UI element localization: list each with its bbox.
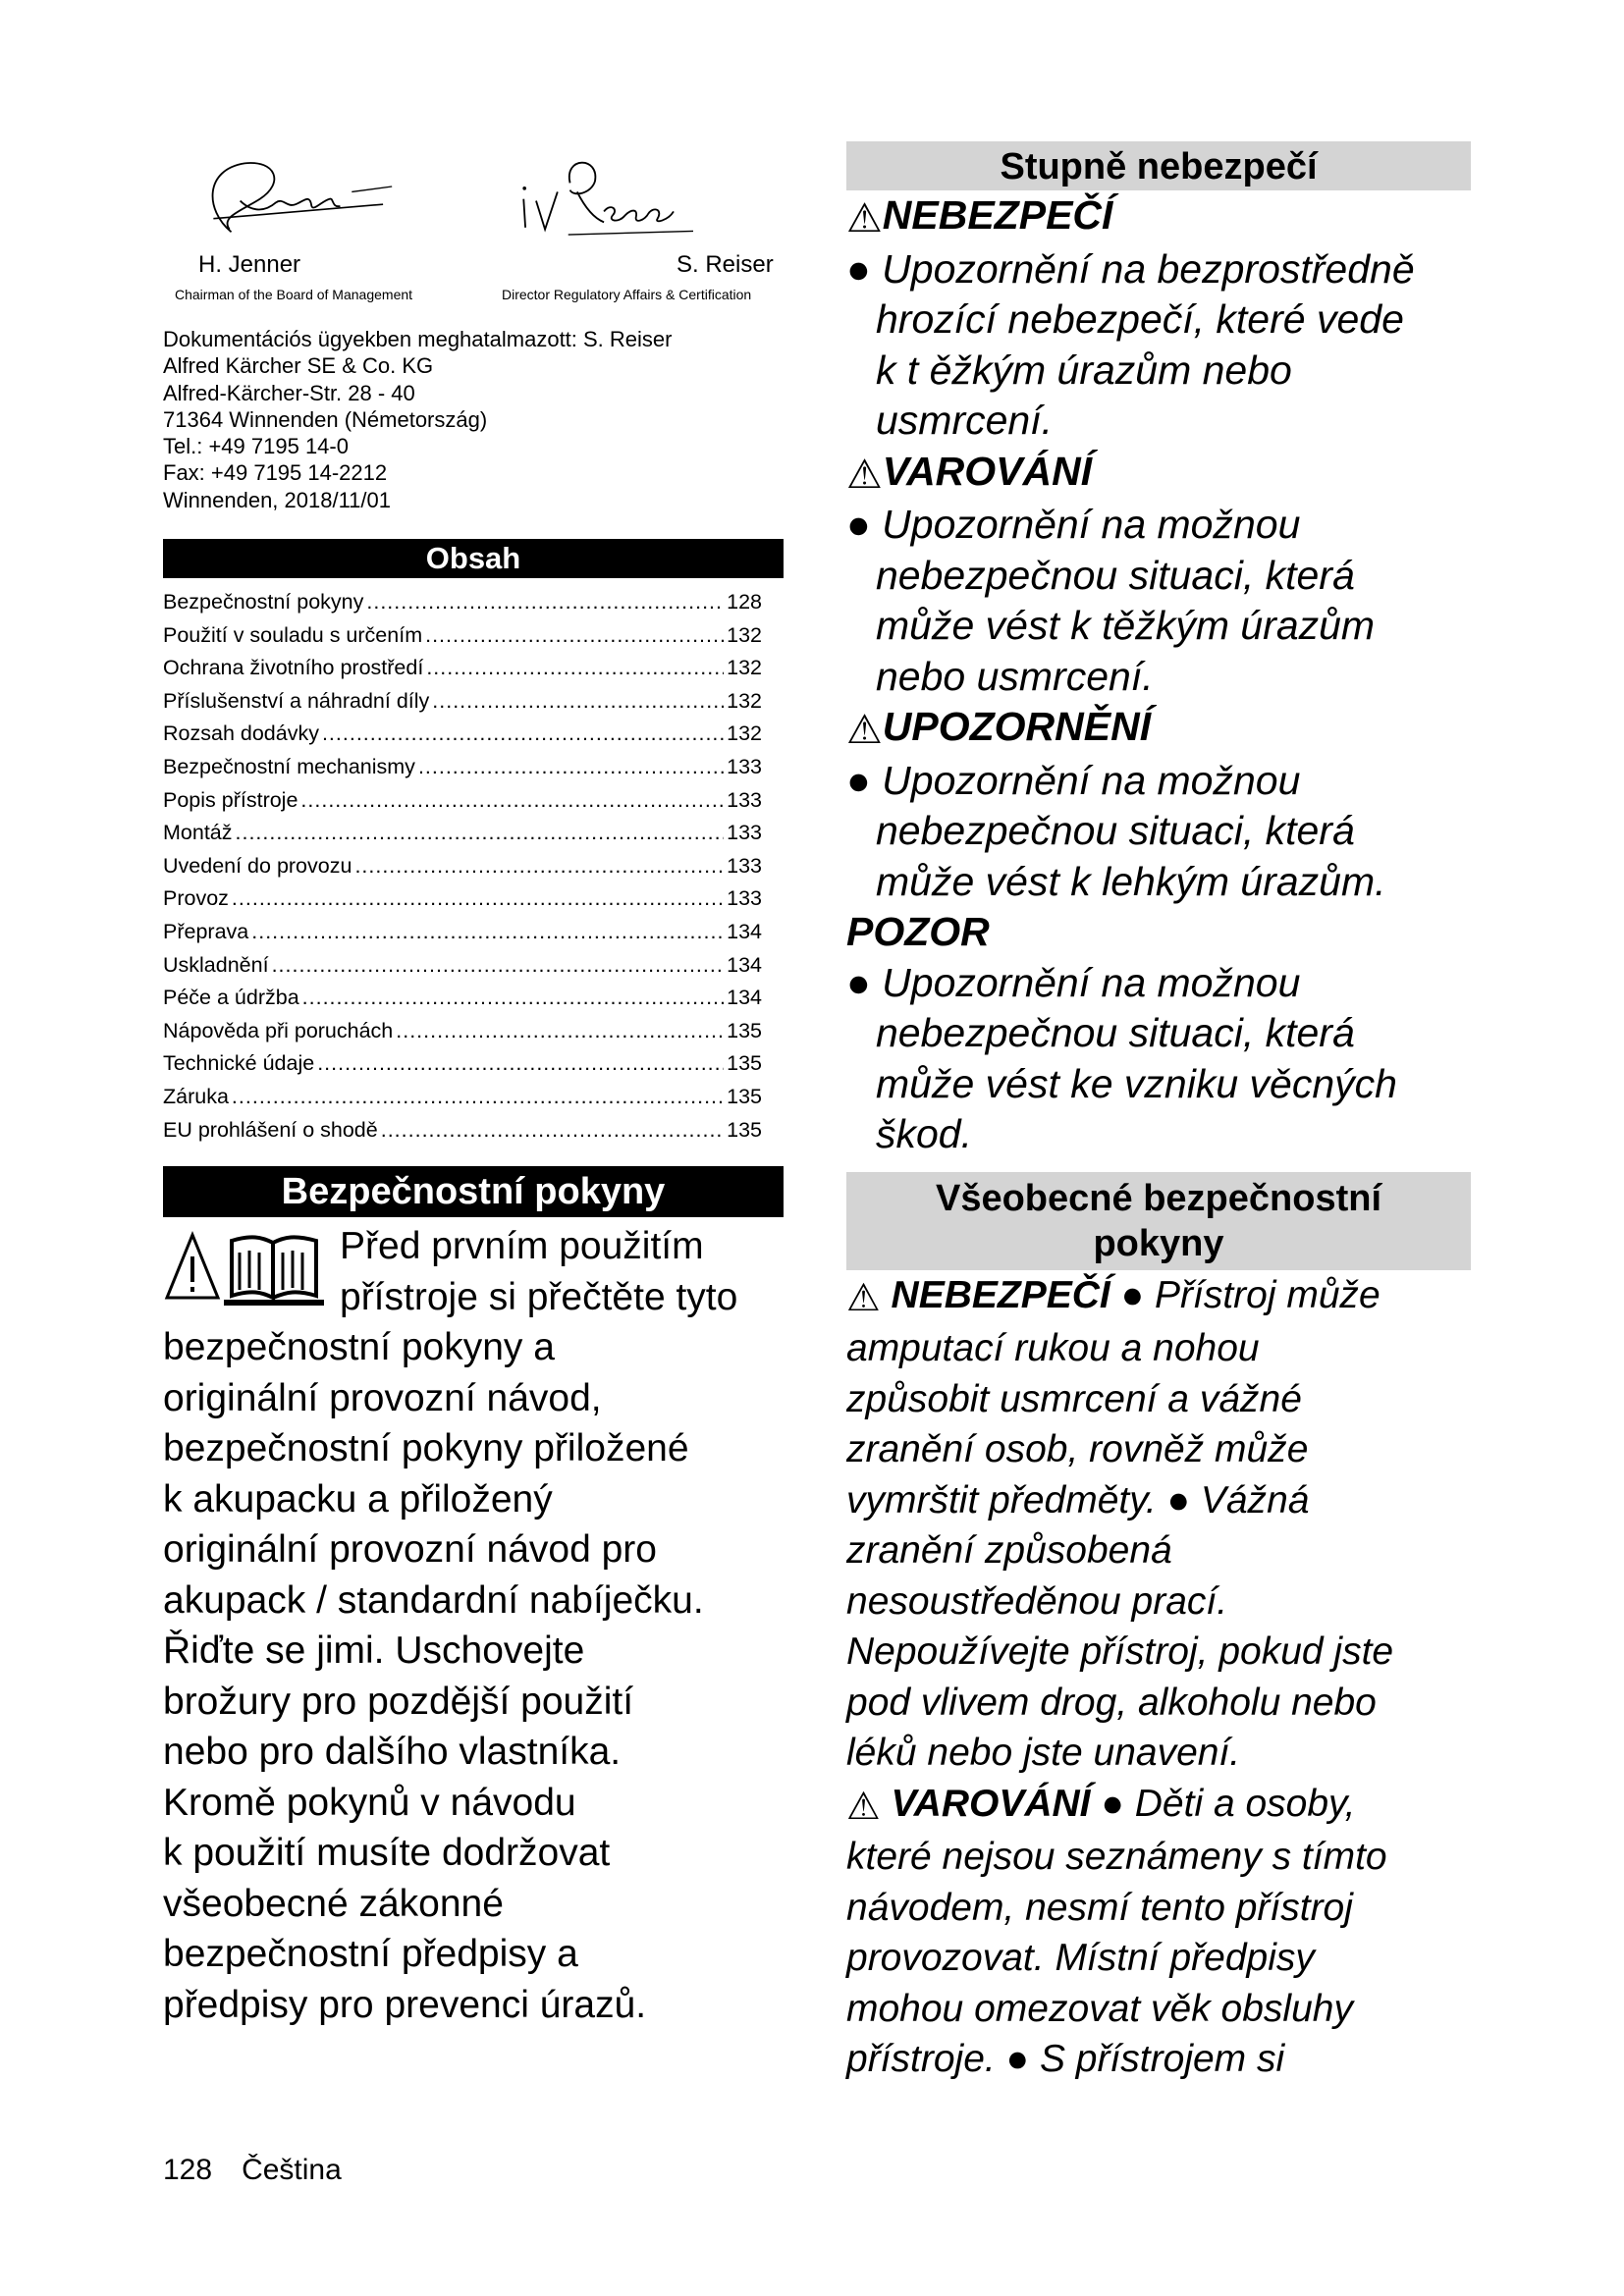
text-line: vymrštit předměty. ● Vážná	[846, 1478, 1310, 1522]
manual-book-icon	[224, 1238, 324, 1307]
text-line: k použití musíte dodržovat	[163, 1832, 611, 1875]
text-line: může vést k lehkým úrazům.	[876, 858, 1386, 904]
general-safety-heading	[846, 1172, 1471, 1270]
warning-label: ⚠VAROVÁNÍ	[846, 447, 1471, 501]
address-line: Alfred-Kärcher-Str. 28 - 40	[163, 380, 415, 405]
toc-leader	[426, 656, 724, 680]
text-line: nebo usmrcení.	[876, 653, 1154, 699]
toc-entry[interactable]	[163, 1118, 762, 1151]
toc-leader	[300, 788, 724, 813]
right-column	[846, 141, 1471, 2085]
signature-reiser	[502, 147, 786, 302]
toc-leader	[354, 854, 724, 879]
toc-entry[interactable]	[163, 755, 762, 788]
text-line: škod.	[876, 1111, 972, 1156]
page-footer	[163, 2154, 342, 2187]
text-line: zranění způsobená	[846, 1529, 1172, 1572]
text-line: může vést ke vzniku věcných	[876, 1060, 1397, 1106]
toc-page: 135	[727, 1018, 762, 1042]
toc-page: 132	[727, 656, 762, 680]
toc-leader	[272, 953, 725, 978]
address-line: 71364 Winnenden (Németország)	[163, 406, 488, 432]
text-line: ⚠ VAROVÁNÍ ● Děti a osoby,	[846, 1779, 1471, 1833]
toc-label: Provoz	[163, 886, 229, 911]
text-line: originální provozní návod pro	[163, 1528, 657, 1572]
text-line: ● Upozornění na bezprostředně	[846, 245, 1415, 292]
signature-name: S. Reiser	[677, 251, 774, 278]
address-block	[163, 326, 785, 513]
text-line: amputací rukou a nohou	[846, 1327, 1260, 1369]
text-line: bezpečnostní předpisy a	[163, 1933, 578, 1976]
toc-leader	[381, 1118, 724, 1143]
text-line: může vést k těžkým úrazům	[876, 603, 1376, 648]
toc-leader	[236, 821, 725, 845]
toc-entry[interactable]	[163, 623, 762, 657]
warning-triangle-icon: ⚠	[846, 707, 883, 752]
toc-page: 135	[727, 1084, 762, 1108]
text-line: usmrcení.	[876, 398, 1053, 443]
toc-leader	[432, 689, 724, 714]
toc-page: 134	[727, 986, 762, 1010]
toc-label: Ochrana životního prostředí	[163, 656, 424, 680]
text-line: brožury pro pozdější použití	[163, 1680, 634, 1723]
toc-page: 134	[727, 920, 762, 944]
toc-label: Rozsah dodávky	[163, 721, 319, 746]
warning-triangle-icon: ⚠	[846, 451, 883, 497]
toc-entry[interactable]	[163, 886, 762, 920]
toc-label: Použití v souladu s určením	[163, 622, 423, 647]
address-line: Dokumentációs ügyekben meghatalmazott: S. Reiser	[163, 327, 673, 351]
toc-leader	[418, 755, 724, 779]
toc-leader	[232, 1085, 724, 1109]
text-line: bezpečnostní pokyny a	[163, 1326, 555, 1369]
toc-page: 135	[727, 1051, 762, 1076]
text-line: nebezpečnou situaci, která	[876, 1010, 1355, 1055]
toc-page: 135	[727, 1117, 762, 1142]
text-line: které nejsou seznámeny s tímto	[846, 1836, 1387, 1878]
address-line: Alfred Kärcher SE & Co. KG	[163, 353, 434, 379]
caution-label: ⚠UPOZORNĚNÍ	[846, 702, 1471, 756]
signature-title: Chairman of the Board of Management	[175, 287, 413, 302]
text-line: zranění osob, rovněž může	[846, 1428, 1309, 1470]
text-line: léků nebo jste unavení.	[846, 1732, 1241, 1774]
toc-leader	[317, 1051, 724, 1076]
text-line: ● Upozornění na možnou	[846, 502, 1301, 547]
toc-leader	[232, 886, 724, 911]
toc-entry[interactable]	[163, 953, 762, 987]
warning-triangle-icon	[167, 1235, 218, 1298]
signature-jenner-image	[163, 147, 487, 245]
toc-entry[interactable]	[163, 1085, 762, 1118]
warning-triangle-icon: ⚠	[846, 1785, 881, 1828]
toc-label: Přeprava	[163, 920, 249, 944]
toc-page: 132	[727, 688, 762, 713]
address-line: Winnenden, 2018/11/01	[163, 487, 391, 512]
signature-reiser-image	[502, 147, 786, 245]
toc-page: 128	[727, 590, 762, 614]
toc-entry[interactable]	[163, 854, 762, 887]
page-number: 128	[163, 2154, 213, 2186]
safety-body	[163, 1322, 785, 2030]
text-line: akupack / standardní nabíječku.	[163, 1578, 704, 1622]
text-line: Nepoužívejte přístroj, pokud jste	[846, 1630, 1394, 1673]
toc-entry[interactable]	[163, 920, 762, 953]
toc-label: Péče a údržba	[163, 986, 299, 1010]
text-line: ● Upozornění na možnou	[846, 959, 1301, 1005]
toc-label: EU prohlášení o shodě	[163, 1117, 378, 1142]
toc-label: Záruka	[163, 1084, 229, 1108]
text-line: Před prvním použitím	[340, 1225, 704, 1268]
text-line: k akupacku a přiložený	[163, 1477, 553, 1521]
toc-heading: Obsah	[163, 539, 784, 578]
toc-entry[interactable]	[163, 986, 762, 1019]
signature-jenner	[163, 147, 487, 302]
table-of-contents	[163, 590, 785, 1150]
text-line: všeobecné zákonné	[163, 1882, 504, 1925]
text-line: bezpečnostní pokyny přiložené	[163, 1427, 689, 1470]
text-line: ⚠ NEBEZPEČÍ ● Přístroj může	[846, 1270, 1471, 1324]
text-line: Kromě pokynů v návodu	[163, 1781, 576, 1824]
heading-line: Všeobecné bezpečnostní	[935, 1177, 1381, 1219]
toc-entry[interactable]	[163, 590, 762, 623]
text-line: mohou omezovat věk obsluhy	[846, 1987, 1353, 2030]
address-line: Fax: +49 7195 14-2212	[163, 460, 388, 486]
general-safety-text	[846, 1270, 1471, 2085]
address-line: Tel.: +49 7195 14-0	[163, 434, 349, 459]
toc-entry[interactable]	[163, 656, 762, 689]
text-line: způsobit usmrcení a vážné	[846, 1377, 1302, 1420]
toc-label: Nápověda při poruchách	[163, 1018, 394, 1042]
text-line: nesoustředěnou prací.	[846, 1579, 1228, 1623]
notice-label: POZOR	[846, 909, 990, 954]
toc-entry[interactable]	[163, 1051, 762, 1085]
text-line: nebezpečnou situaci, která	[876, 552, 1355, 598]
text-line: návodem, nesmí tento přístroj	[846, 1886, 1353, 1929]
toc-label: Uvedení do provozu	[163, 853, 352, 878]
safety-intro	[163, 1221, 785, 1322]
toc-page: 133	[727, 886, 762, 911]
hazard-levels-heading: Stupně nebezpečí	[846, 141, 1471, 190]
toc-leader	[425, 623, 724, 648]
text-line: pod vlivem drog, alkoholu nebo	[846, 1681, 1377, 1724]
text-line: předpisy pro prevenci úrazů.	[163, 1983, 647, 2026]
toc-label: Bezpečnostní pokyny	[163, 590, 364, 614]
signature-block	[163, 147, 785, 302]
toc-label: Bezpečnostní mechanismy	[163, 755, 415, 779]
text-line: Řiďte se jimi. Uschovejte	[163, 1629, 585, 1673]
toc-entry[interactable]	[163, 689, 762, 722]
danger-label: ⚠NEBEZPEČÍ	[846, 190, 1471, 244]
toc-label: Technické údaje	[163, 1051, 315, 1076]
text-line: originální provozní návod,	[163, 1376, 602, 1419]
toc-leader	[322, 721, 724, 746]
text-line: přístroje. ● S přístrojem si	[846, 2038, 1285, 2080]
footer-language: Čeština	[242, 2154, 342, 2186]
text-line: provozovat. Místní předpisy	[846, 1937, 1315, 1979]
toc-leader	[396, 1019, 724, 1043]
toc-page: 133	[727, 821, 762, 845]
toc-entry[interactable]	[163, 721, 762, 755]
toc-page: 132	[727, 721, 762, 746]
warning-triangle-icon: ⚠	[846, 1276, 881, 1319]
toc-label: Popis přístroje	[163, 787, 298, 812]
toc-label: Příslušenství a náhradní díly	[163, 688, 430, 713]
toc-page: 133	[727, 853, 762, 878]
left-column	[163, 147, 785, 2030]
toc-page: 132	[727, 622, 762, 647]
heading-line: pokyny	[1093, 1222, 1224, 1264]
toc-page: 133	[727, 787, 762, 812]
toc-page: 133	[727, 755, 762, 779]
toc-page: 134	[727, 952, 762, 977]
safety-heading: Bezpečnostní pokyny	[163, 1166, 784, 1217]
signature-title: Director Regulatory Affairs & Certification	[502, 287, 752, 302]
toc-leader	[366, 590, 724, 614]
text-line: nebezpečnou situaci, která	[876, 808, 1355, 853]
toc-entry[interactable]	[163, 821, 762, 854]
toc-entry[interactable]	[163, 788, 762, 822]
toc-leader	[302, 986, 724, 1010]
warning-and-manual-icons	[163, 1227, 328, 1308]
toc-label: Montáž	[163, 821, 233, 845]
text-line: ● Upozornění na možnou	[846, 757, 1301, 803]
toc-leader	[251, 920, 724, 944]
toc-entry[interactable]	[163, 1019, 762, 1052]
text-line: přístroje si přečtěte tyto	[340, 1275, 738, 1318]
text-line: nebo pro dalšího vlastníka.	[163, 1731, 622, 1774]
text-line: hrozící nebezpečí, které vede	[876, 296, 1404, 342]
warning-triangle-icon: ⚠	[846, 195, 883, 240]
signature-name: H. Jenner	[198, 251, 301, 278]
toc-label: Uskladnění	[163, 952, 269, 977]
hazard-levels	[846, 190, 1471, 1160]
text-line: k t ěžkým úrazům nebo	[876, 347, 1292, 393]
